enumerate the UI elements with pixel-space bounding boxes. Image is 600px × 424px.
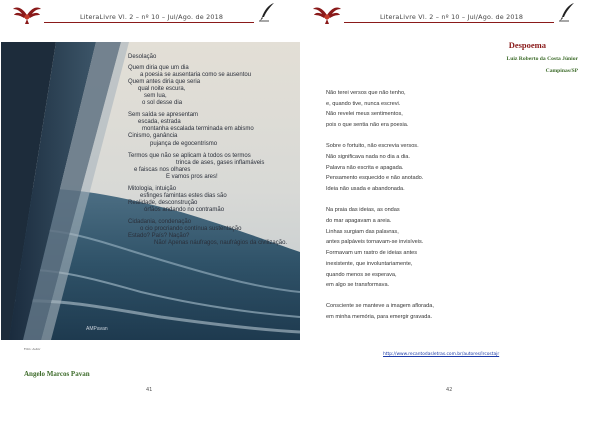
poem-line: Não significava nada no dia a dia. (326, 154, 410, 161)
image-poem-line: Mitologia, intuição (128, 185, 177, 192)
page-number: 41 (146, 387, 153, 393)
header-text: LiteraLivre Vl. 2 – nº 10 – Jul/Ago. de 2018 (380, 13, 524, 21)
poem-line: pois o que sentia não era poesia. (326, 122, 409, 129)
poem-body (326, 88, 576, 333)
quill-pen-icon (558, 2, 576, 22)
right-page (300, 0, 600, 424)
image-poem-line: esfinges famintas estes dias são (140, 192, 227, 199)
image-poem-line: Quem diria que um dia (128, 65, 189, 72)
poem-line: Na praia das ideias, as ondas (326, 207, 400, 214)
author-name: Angelo Marcos Pavan (24, 370, 90, 378)
header-rule (344, 22, 554, 23)
poem-line: Formavam um rastro de ideias antes (326, 250, 418, 257)
image-poem-line: E vamos pros ares! (166, 173, 218, 180)
image-poem-line: Realidade, desconstrução (128, 199, 198, 206)
poem-line: Palavra não escrita e apagada. (326, 164, 404, 171)
header-rule (44, 22, 254, 23)
poem-place: Campinas/SP (545, 68, 578, 74)
winged-logo-icon (312, 3, 342, 25)
poem-line: e, quando tive, nunca escrevi. (326, 100, 401, 107)
image-poem-line: sem lua, (144, 93, 167, 100)
stanza (326, 141, 576, 195)
poem-line: Sobre o fortuito, não escrevia versos. (326, 143, 419, 150)
image-poem-line: Cidadania, condenação (128, 218, 192, 225)
photo-label: Foto: Autor (24, 347, 41, 351)
winged-logo-icon (12, 3, 42, 25)
poem-line: Ideia não usada e abandonada. (326, 186, 405, 193)
poem-line: inexistente, que involuntariamente, (326, 260, 413, 267)
image-poem-line: Estado? País? Nação? (128, 233, 190, 240)
poem-title-text: Despoema (508, 40, 546, 50)
poem-title (300, 40, 600, 50)
poem-line: em algo se transformava. (326, 282, 390, 289)
image-poem-line: Não! Apenas náufragos, naufrágios da civilização. (154, 240, 288, 247)
poem-line: Consciente se manteve a imagem aflorada, (326, 303, 434, 310)
image-poem-line: trinca de ases, gases inflamáveis (176, 159, 265, 166)
image-poem-line: Quem antes diria que seria (128, 79, 201, 86)
stanza (326, 205, 576, 291)
image-credit: AMPavan (86, 326, 108, 332)
author-link[interactable]: http://www.recantodasletras.com.br/autores/lrcostajr (383, 352, 500, 357)
poem-line: Linhas surgiam das palavras, (326, 228, 399, 235)
image-poem (128, 54, 298, 247)
poem-line: Não terei versos que não tenho, (326, 90, 406, 96)
image-poem-line: o sol desse dia (142, 100, 183, 107)
image-poem-line: a poesia se ausentaria como se ausentou (140, 72, 252, 79)
stanza (326, 88, 576, 131)
image-poem-line: escada, estrada (138, 119, 181, 126)
poem-line: Não revelei meus sentimentos, (326, 111, 403, 118)
stanza (326, 301, 576, 322)
image-poem-line: o cio procriando contínua sustentação (140, 225, 242, 232)
page-number: 42 (446, 387, 453, 393)
image-poem-line: pujança de egocentrismo (150, 140, 218, 147)
image-poem-line: órfãos andando no contramão (144, 206, 225, 213)
image-poem-line: qual noite escura, (138, 86, 186, 93)
image-poem-line: Termos que não se aplicam à todos os termos (128, 152, 251, 159)
image-poem-line: montanha escalada terminada em abismo (142, 126, 254, 133)
header-text: LiteraLivre Vl. 2 – nº 10 – Jul/Ago. de 2018 (80, 13, 224, 21)
poem-line: em minha memória, para emergir gravada. (326, 314, 433, 321)
poem-line: quando menos se esperava, (326, 271, 397, 278)
poem-line: Pensamento esquecido e não anotado. (326, 175, 424, 182)
quill-pen-icon (258, 2, 276, 22)
poem-author: Luiz Roberto da Costa Júnior (506, 56, 578, 62)
image-poem-title: Desolação (128, 54, 157, 60)
poem-line: do mar apagavam a areia. (326, 218, 392, 225)
image-poem-line: Cinismo, ganância (128, 133, 178, 140)
image-poem-line: Sem saída se apresentam (128, 112, 199, 119)
image-poem-line: e faiscas nos olhares (134, 166, 191, 173)
poem-line: antes palpáveis tornavam-se invisíveis. (326, 239, 424, 246)
